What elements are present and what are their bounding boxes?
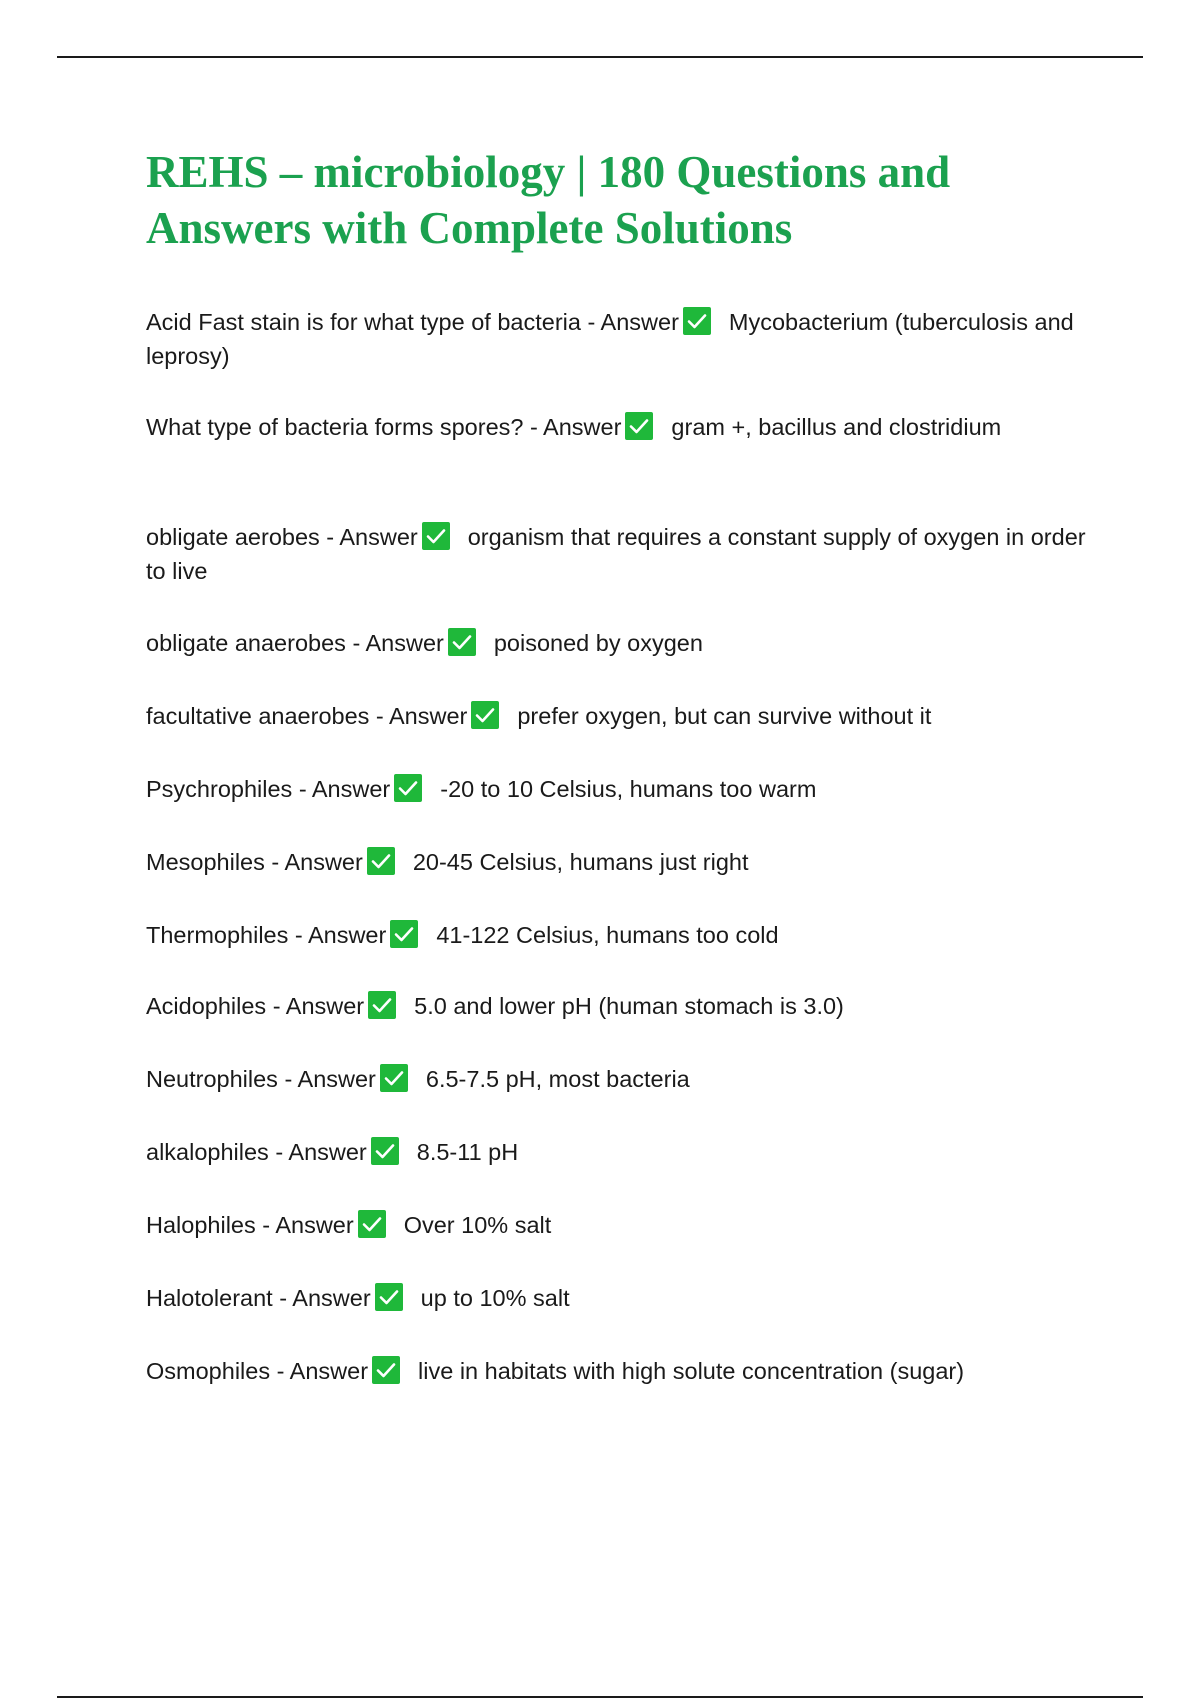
answer-text: Over 10% salt [403,1212,552,1238]
check-mark-icon [367,847,395,875]
qa-item [146,410,1096,444]
question-text: facultative anaerobes - Answer [146,703,468,729]
check-mark-icon [394,774,422,802]
question-text: obligate aerobes - Answer [146,524,418,550]
qa-item [146,989,1096,1023]
qa-item [146,1062,1096,1096]
answer-text: 8.5-11 pH [416,1139,519,1165]
qa-item [146,845,1096,879]
question-text: Psychrophiles - Answer [146,776,391,802]
qa-item [146,305,1096,373]
question-text: alkalophiles - Answer [146,1139,367,1165]
question-text: Neutrophiles - Answer [146,1066,376,1092]
answer-text: poisoned by oxygen [493,630,703,656]
answer-text: 6.5-7.5 pH, most bacteria [425,1066,690,1092]
answer-text: Mycobacterium (tuberculosis and leprosy) [146,309,1074,369]
question-text: Halophiles - Answer [146,1212,354,1238]
answer-text: -20 to 10 Celsius, humans too warm [440,776,817,802]
answer-text: live in habitats with high solute concentration (sugar) [418,1358,965,1384]
qa-item [146,1135,1096,1169]
check-mark-icon [448,628,476,656]
question-text: obligate anaerobes - Answer [146,630,444,656]
check-mark-icon [422,522,450,550]
qa-item [146,520,1096,588]
answer-text: gram +, bacillus and clostridium [671,414,1002,440]
qa-item [146,699,1096,733]
qa-item [146,1354,1096,1388]
bottom-rule [57,1696,1143,1698]
qa-item [146,626,1096,660]
check-mark-icon [471,701,499,729]
answer-text: organism that requires a constant supply of oxygen in order to live [146,524,1086,584]
qa-item [146,918,1096,952]
answer-text: 41-122 Celsius, humans too cold [436,922,779,948]
question-text: Mesophiles - Answer [146,849,363,875]
answer-text: 5.0 and lower pH (human stomach is 3.0) [414,993,844,1019]
top-rule [57,56,1143,58]
question-text: Acidophiles - Answer [146,993,365,1019]
check-mark-icon [625,412,653,440]
check-mark-icon [371,1137,399,1165]
check-mark-icon [358,1210,386,1238]
check-mark-icon [372,1356,400,1384]
qa-item [146,1208,1096,1242]
qa-item [146,772,1096,806]
qa-item [146,1281,1096,1315]
check-mark-icon [375,1283,403,1311]
check-mark-icon [683,307,711,335]
check-mark-icon [390,920,418,948]
question-text: What type of bacteria forms spores? - Answer [146,414,622,440]
question-text: Thermophiles - Answer [146,922,387,948]
question-text: Acid Fast stain is for what type of bacteria - Answer [146,309,679,335]
answer-text: prefer oxygen, but can survive without it [517,703,932,729]
check-mark-icon [380,1064,408,1092]
answer-text: up to 10% salt [420,1285,570,1311]
question-text: Osmophiles - Answer [146,1358,369,1384]
document-title: REHS – microbiology | 180 Questions and Answers with Complete Solutions [146,147,951,253]
check-mark-icon [368,991,396,1019]
question-text: Halotolerant - Answer [146,1285,371,1311]
answer-text: 20-45 Celsius, humans just right [412,849,749,875]
